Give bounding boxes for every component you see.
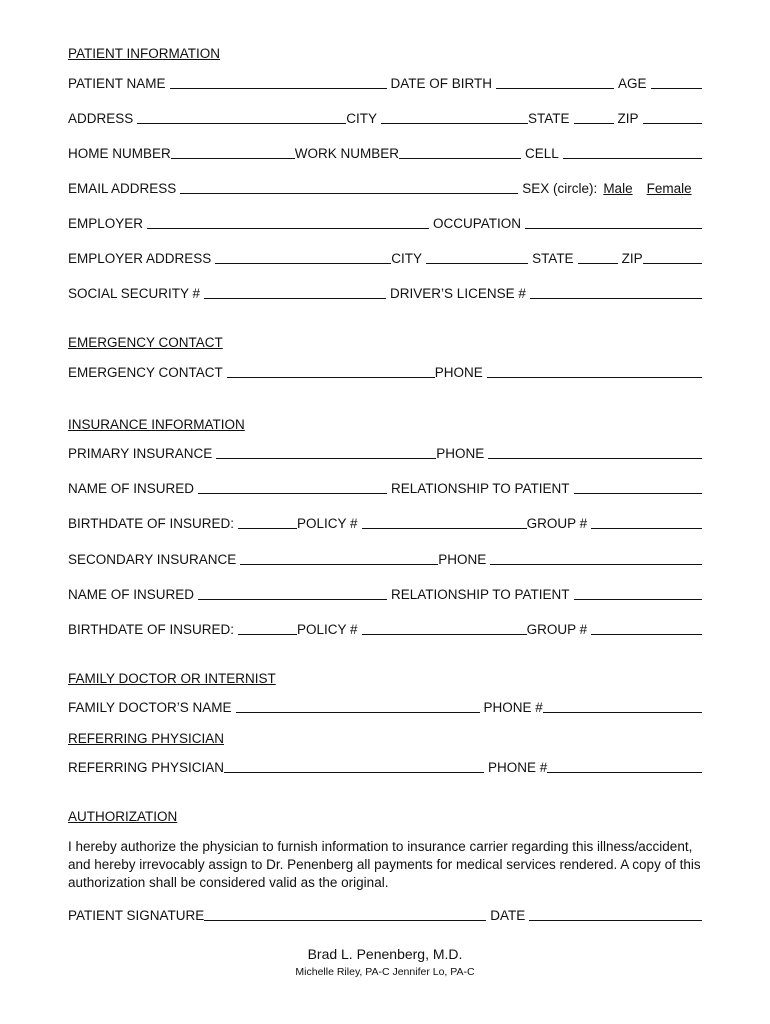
label-primary-relationship: RELATIONSHIP TO PATIENT [391,481,570,496]
signature-date-field[interactable] [529,908,702,921]
label-referring-phone: PHONE # [488,760,548,775]
age-field[interactable] [651,76,702,89]
cell-field[interactable] [563,146,702,159]
secondary-phone-field[interactable] [490,552,702,565]
label-secondary-name-of-insured: NAME OF INSURED [68,587,195,602]
emergency-contact-field[interactable] [227,365,435,378]
secondary-policy-field[interactable] [362,622,527,635]
label-primary-insurance: PRIMARY INSURANCE [68,446,213,461]
row-address [68,111,702,126]
row-email-sex [68,181,702,196]
primary-birthdate-field[interactable] [238,516,297,529]
sex-option-female[interactable]: Female [646,181,692,196]
row-secondary-insurance [68,552,702,567]
row-emergency-contact [68,365,702,380]
row-signature [68,908,702,923]
family-doctor-phone-field[interactable] [543,700,702,713]
employer-state-field[interactable] [578,251,618,264]
patient-signature-field[interactable] [204,908,486,921]
label-sex: SEX (circle): [522,181,598,196]
label-employer-address: EMPLOYER ADDRESS [68,251,212,266]
date-of-birth-field[interactable] [496,76,614,89]
label-drivers-license: DRIVER’S LICENSE # [390,286,526,301]
label-primary-policy: POLICY # [297,516,358,531]
row-patient-name [68,76,702,91]
drivers-license-field[interactable] [530,286,702,299]
sex-option-male[interactable]: Male [603,181,633,196]
employer-zip-field[interactable] [643,251,702,264]
footer-doctor-name: Brad L. Penenberg, M.D. [307,946,463,962]
section-heading-family-doctor: FAMILY DOCTOR OR INTERNIST [68,671,276,686]
label-secondary-group: GROUP # [526,622,588,637]
zip-field[interactable] [643,111,702,124]
label-social-security: SOCIAL SECURITY # [68,286,201,301]
label-secondary-birthdate: BIRTHDATE OF INSURED: [68,622,235,637]
label-primary-name-of-insured: NAME OF INSURED [68,481,195,496]
row-phone-numbers [68,146,702,161]
label-emergency-phone: PHONE [434,365,483,380]
row-employer-address [68,251,702,266]
secondary-insurance-field[interactable] [240,552,438,565]
patient-registration-form [68,0,702,1024]
row-primary-insurance [68,446,702,461]
address-field[interactable] [137,111,346,124]
row-secondary-name-of-insured [68,587,702,602]
label-work-number: WORK NUMBER [294,146,400,161]
label-email-address: EMAIL ADDRESS [68,181,177,196]
label-family-doctor-name: FAMILY DOCTOR’S NAME [68,700,232,715]
label-signature-date: DATE [490,908,526,923]
primary-phone-field[interactable] [488,446,702,459]
primary-relationship-field[interactable] [574,481,702,494]
label-emergency-contact: EMERGENCY CONTACT [68,365,223,380]
label-secondary-insurance: SECONDARY INSURANCE [68,552,237,567]
label-employer-city: CITY [391,251,423,266]
label-state: STATE [528,111,570,126]
social-security-field[interactable] [204,286,386,299]
label-employer-state: STATE [532,251,574,266]
label-age: AGE [618,76,647,91]
primary-policy-field[interactable] [362,516,527,529]
family-doctor-name-field[interactable] [236,700,480,713]
row-ssn-license [68,286,702,301]
label-secondary-policy: POLICY # [297,622,358,637]
primary-name-of-insured-field[interactable] [198,481,387,494]
referring-phone-field[interactable] [547,760,702,773]
secondary-name-of-insured-field[interactable] [198,587,387,600]
label-employer: EMPLOYER [68,216,144,231]
row-employer [68,216,702,231]
primary-group-field[interactable] [591,516,702,529]
referring-physician-field[interactable] [224,760,484,773]
label-primary-phone: PHONE [436,446,485,461]
city-field[interactable] [381,111,528,124]
label-cell: CELL [525,146,559,161]
authorization-text: I hereby authorize the physician to furnish information to insurance carrier regarding this illness/accident, and hereby irrevocably assign to Dr. Penenberg all payments for medical services rendered. A copy of this authorization shall be considered valid as the original. [68,839,701,890]
label-occupation: OCCUPATION [433,216,522,231]
section-heading-insurance-information: INSURANCE INFORMATION [68,417,245,432]
row-secondary-birthdate-policy-group [68,622,702,637]
label-referring-physician: REFERRING PHYSICIAN [68,760,225,775]
label-home-number: HOME NUMBER [68,146,171,161]
section-heading-authorization: AUTHORIZATION [68,809,178,824]
label-employer-zip: ZIP [621,251,643,266]
label-primary-birthdate: BIRTHDATE OF INSURED: [68,516,235,531]
row-family-doctor [68,700,702,715]
employer-address-field[interactable] [215,251,391,264]
footer-assistants: Michelle Riley, PA-C Jennifer Lo, PA-C [295,966,475,978]
secondary-relationship-field[interactable] [574,587,702,600]
emergency-phone-field[interactable] [487,365,702,378]
label-secondary-relationship: RELATIONSHIP TO PATIENT [391,587,570,602]
label-patient-signature: PATIENT SIGNATURE [68,908,205,923]
label-primary-group: GROUP # [526,516,588,531]
label-family-doctor-phone: PHONE # [483,700,543,715]
row-referring-physician [68,760,702,775]
row-primary-name-of-insured [68,481,702,496]
secondary-birthdate-field[interactable] [238,622,297,635]
label-date-of-birth: DATE OF BIRTH [390,76,493,91]
patient-name-field[interactable] [170,76,387,89]
primary-insurance-field[interactable] [216,446,436,459]
employer-city-field[interactable] [426,251,528,264]
work-number-field[interactable] [399,146,521,159]
label-patient-name: PATIENT NAME [68,76,166,91]
label-zip: ZIP [617,111,639,126]
employer-field[interactable] [147,216,429,229]
secondary-group-field[interactable] [591,622,702,635]
row-primary-birthdate-policy-group [68,516,702,531]
occupation-field[interactable] [525,216,702,229]
email-address-field[interactable] [180,181,518,194]
section-heading-patient-information: PATIENT INFORMATION [68,46,221,61]
label-secondary-phone: PHONE [438,552,487,567]
state-field[interactable] [574,111,614,124]
section-heading-emergency-contact: EMERGENCY CONTACT [68,335,223,350]
label-address: ADDRESS [68,111,134,126]
home-number-field[interactable] [171,146,295,159]
label-city: CITY [346,111,378,126]
section-heading-referring-physician: REFERRING PHYSICIAN [68,731,225,746]
